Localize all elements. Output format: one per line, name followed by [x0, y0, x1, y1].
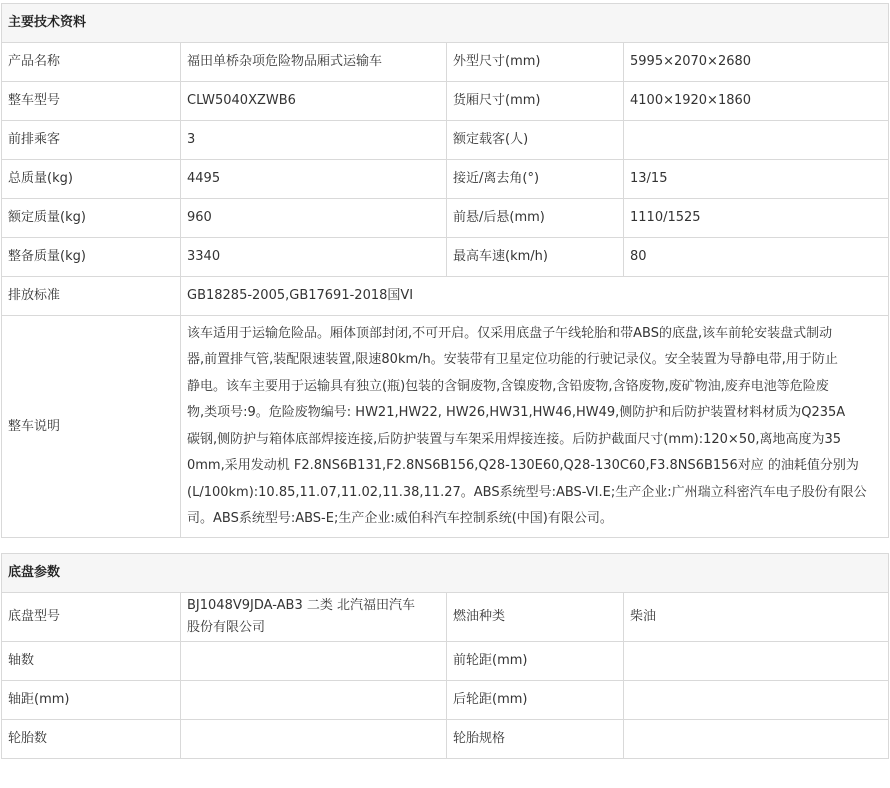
row-value: 960 — [181, 199, 447, 238]
row-value — [624, 720, 889, 759]
description-row — [2, 316, 889, 538]
row-value: 福田单桥杂项危险物品厢式运输车 — [181, 43, 447, 82]
row-label: 后轮距(mm) — [447, 681, 624, 720]
row-value — [624, 121, 889, 160]
table-row — [2, 121, 889, 160]
row-label: 接近/离去角(°) — [447, 160, 624, 199]
section-header-row — [2, 4, 889, 43]
row-value — [624, 681, 889, 720]
row-value: 5995×2070×2680 — [624, 43, 889, 82]
description-line: 该车适用于运输危险品。厢体顶部封闭,不可开启。仅采用底盘子午线轮胎和带ABS的底盘,该车前轮安装盘式制动 — [187, 325, 833, 341]
row-label: 前悬/后悬(mm) — [447, 199, 624, 238]
description-line: 物,类项号:9。危险废物编号: HW21,HW22, HW26,HW31,HW46,HW49,侧防护和后防护装置材料材质为Q235A — [187, 405, 846, 420]
description-label: 整车说明 — [2, 316, 181, 538]
row-value: 1110/1525 — [624, 199, 889, 238]
description-line: 器,前置排气管,装配限速装置,限速80km/h。安装带有卫星定位功能的行驶记录仪。安全装置为导静电带,用于防止 — [187, 352, 838, 367]
row-label: 轴数 — [2, 642, 181, 681]
row-label: 总质量(kg) — [2, 160, 181, 199]
row-label: 整车型号 — [2, 82, 181, 121]
row-value: CLW5040XZWB6 — [181, 82, 447, 121]
description-line: (L/100km):10.85,11.07,11.02,11.38,11.27。ABS系统型号:ABS-VI.E;生产企业:广州瑞立科密汽车电子股份有限公 — [187, 484, 867, 500]
main-spec-table — [1, 3, 889, 538]
row-value: 13/15 — [624, 160, 889, 199]
row-label: 产品名称 — [2, 43, 181, 82]
chassis-model-line: 股份有限公司 — [187, 620, 266, 635]
emission-value: GB18285-2005,GB17691-2018国VI — [181, 277, 889, 316]
chassis-section-title: 底盘参数 — [2, 554, 889, 593]
row-label: 轮胎规格 — [447, 720, 624, 759]
row-label: 外型尺寸(mm) — [447, 43, 624, 82]
chassis-model-row — [2, 593, 889, 642]
row-value: 4100×1920×1860 — [624, 82, 889, 121]
row-label: 货厢尺寸(mm) — [447, 82, 624, 121]
row-value — [181, 642, 447, 681]
description-text — [181, 316, 889, 538]
row-label: 整备质量(kg) — [2, 238, 181, 277]
row-value — [181, 720, 447, 759]
main-section-title: 主要技术资料 — [2, 4, 889, 43]
table-row — [2, 160, 889, 199]
emission-row — [2, 277, 889, 316]
row-value — [624, 642, 889, 681]
table-row — [2, 238, 889, 277]
row-value: 柴油 — [624, 593, 889, 642]
emission-label: 排放标准 — [2, 277, 181, 316]
chassis-spec-table — [1, 553, 889, 759]
chassis-model-value — [181, 593, 447, 642]
row-label: 最高车速(km/h) — [447, 238, 624, 277]
row-value: 3 — [181, 121, 447, 160]
row-value: 80 — [624, 238, 889, 277]
row-label: 额定质量(kg) — [2, 199, 181, 238]
row-label: 前排乘客 — [2, 121, 181, 160]
table-row — [2, 720, 889, 759]
row-label: 额定载客(人) — [447, 121, 624, 160]
table-row — [2, 43, 889, 82]
row-label: 轮胎数 — [2, 720, 181, 759]
table-row — [2, 681, 889, 720]
chassis-model-line: BJ1048V9JDA-AB3 二类 北汽福田汽车 — [187, 598, 415, 613]
section-header-row — [2, 554, 889, 593]
description-line: 静电。该车主要用于运输具有独立(瓶)包装的含铜废物,含镍废物,含铅废物,含铬废物,废矿物油,废弃电池等危险废 — [187, 378, 829, 394]
row-value: 3340 — [181, 238, 447, 277]
row-label: 轴距(mm) — [2, 681, 181, 720]
table-row — [2, 82, 889, 121]
description-line: 司。ABS系统型号:ABS-E;生产企业:威伯科汽车控制系统(中国)有限公司。 — [187, 511, 613, 526]
row-value: 4495 — [181, 160, 447, 199]
description-line: 0mm,采用发动机 F2.8NS6B131,F2.8NS6B156,Q28-130E60,Q28-130C60,F3.8NS6B156对应 的油耗值分别为 — [187, 458, 859, 473]
row-value — [181, 681, 447, 720]
row-label: 燃油种类 — [447, 593, 624, 642]
row-label: 底盘型号 — [2, 593, 181, 642]
description-line: 碳钢,侧防护与箱体底部焊接连接,后防护装置与车架采用焊接连接。后防护截面尺寸(mm):120×50,离地高度为35 — [187, 431, 842, 447]
row-label: 前轮距(mm) — [447, 642, 624, 681]
table-row — [2, 642, 889, 681]
table-row — [2, 199, 889, 238]
